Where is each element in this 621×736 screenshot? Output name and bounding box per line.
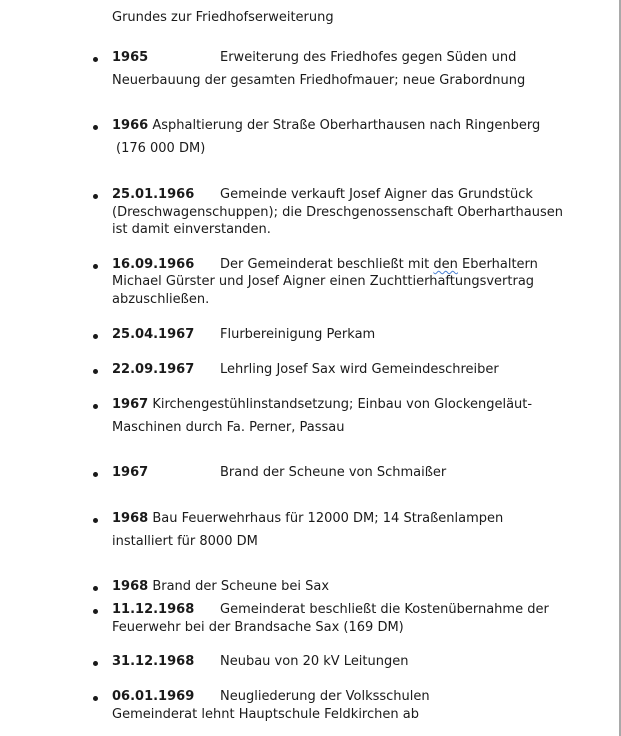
entry-line [112,396,532,413]
entry-line [112,464,446,481]
bullet-icon [93,369,98,374]
bullet-icon [93,125,98,130]
bullet-icon [93,586,98,591]
entry-line: installiert für 8000 DM [112,534,258,549]
entry-line: Gemeinderat lehnt Hauptschule Feldkirchen ab [112,707,419,722]
entry-line [112,688,430,705]
entry-line: ist damit einverstanden. [112,222,271,237]
entry-date: 06.01.1969 [112,689,195,704]
entry-line: (176 000 DM) [116,141,206,156]
entry-line [112,601,549,618]
entry-date: 1968 [112,511,149,526]
entry-text: Erweiterung des Friedhofes gegen Süden und [220,50,517,65]
entry-line: (Dreschwagenschuppen); die Dreschgenossenschaft Oberharthausen [112,205,563,220]
entry-line [112,361,499,378]
entry-text: Gemeinderat beschließt die Kostenübernahme der [220,602,549,617]
entry-date: 16.09.1966 [112,257,195,272]
entry-text: Neubau von 20 kV Leitungen [220,654,409,669]
entry-text: Brand der Scheune von Schmaißer [220,465,447,480]
entry-line [112,186,533,203]
entry-text: Asphaltierung der Straße Oberharthausen nach Ringenberg [152,118,541,133]
spellcheck-word: den [433,257,458,272]
entry-line [112,653,409,670]
entry-text: Kirchengestühlinstandsetzung; Einbau von Glockengeläut- [152,397,533,412]
bullet-icon [93,334,98,339]
entry-line [112,117,540,134]
bullet-icon [93,404,98,409]
entry-line: abzuschließen. [112,292,210,307]
bullet-icon [93,518,98,523]
entry-text: Lehrling Josef Sax wird Gemeindeschreiber [220,362,499,377]
bullet-icon [93,661,98,666]
entry-date: 25.01.1966 [112,187,195,202]
entry-text: Eberhaltern [457,257,538,272]
entry-line [112,510,503,527]
entry-line [112,256,538,273]
entry-line [112,326,375,343]
bullet-icon [93,696,98,701]
entry-date: 22.09.1967 [112,362,195,377]
entry-line: Feuerwehr bei der Brandsache Sax (169 DM) [112,620,404,635]
bullet-icon [93,472,98,477]
entry-date: 25.04.1967 [112,327,195,342]
entry-line: Maschinen durch Fa. Perner, Passau [112,420,345,435]
entry-text: Der Gemeinderat beschließt mit [220,257,434,272]
entry-text: Gemeinde verkauft Josef Aigner das Grundstück [220,187,533,202]
entry-date: 1966 [112,118,149,133]
bullet-icon [93,264,98,269]
bullet-icon [93,57,98,62]
entry-line [112,49,516,66]
entry-date: 31.12.1968 [112,654,195,669]
entry-date: 11.12.1968 [112,602,195,617]
entry-line: Neuerbauung der gesamten Friedhofmauer; neue Grabordnung [112,73,526,88]
entry-text: Flurbereinigung Perkam [220,327,376,342]
entry-line: Michael Gürster und Josef Aigner einen Zuchttierhaftungsvertrag [112,274,535,289]
bullet-icon [93,194,98,199]
entry-date: 1967 [112,465,149,480]
entry-line [112,578,329,595]
bullet-icon [93,609,98,614]
entry-text: Bau Feuerwehrhaus für 12000 DM; 14 Straßenlampen [152,511,504,526]
entry-date: 1965 [112,50,149,65]
entry-date: 1967 [112,397,149,412]
entry-text: Brand der Scheune bei Sax [152,579,330,594]
entry-text: Neugliederung der Volksschulen [220,689,430,704]
intro-text: Grundes zur Friedhofserweiterung [112,10,334,25]
entry-date: 1968 [112,579,149,594]
